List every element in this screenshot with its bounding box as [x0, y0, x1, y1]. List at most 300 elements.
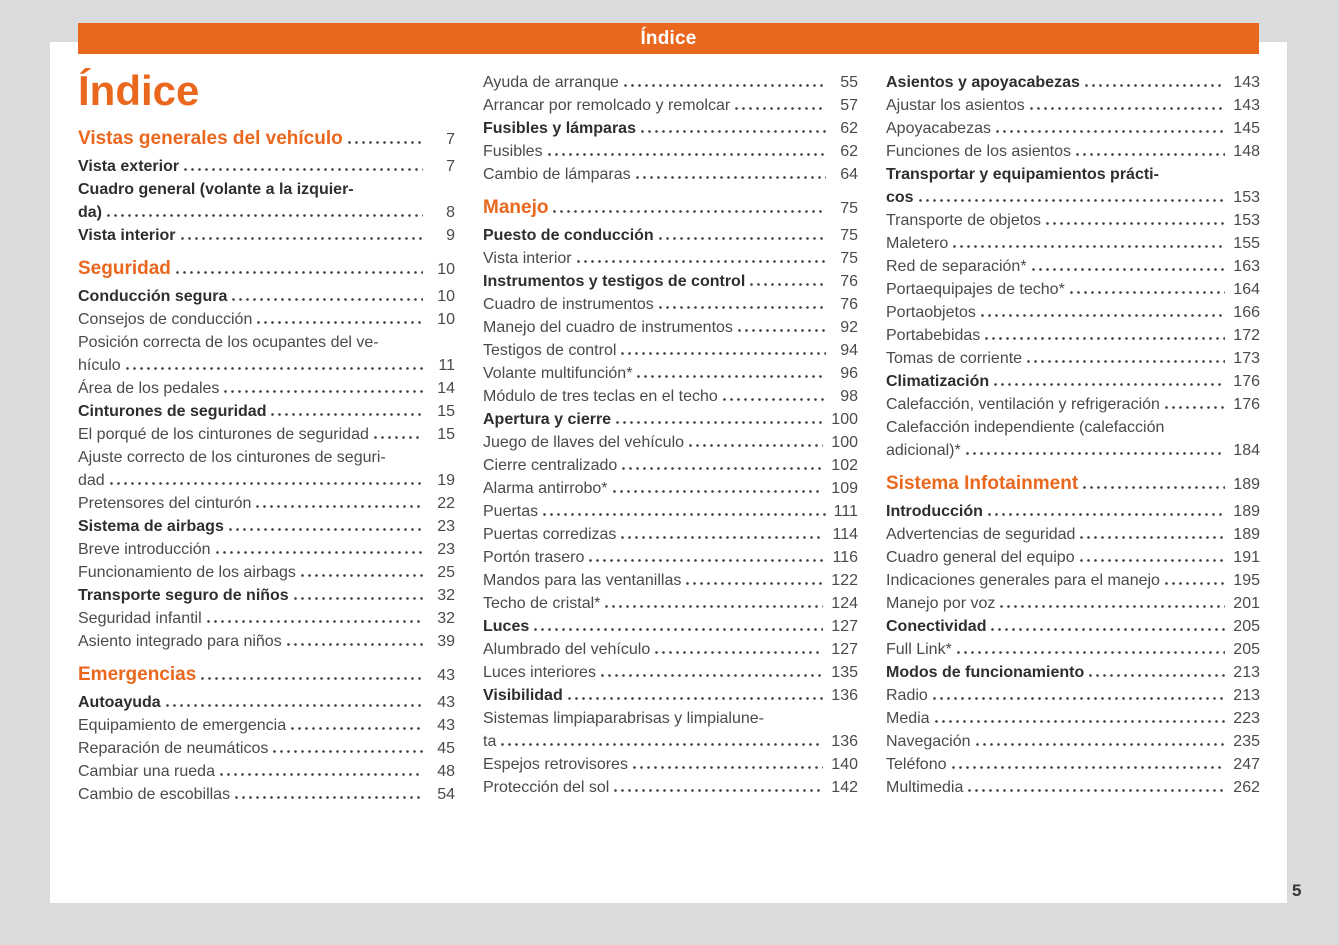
toc-entry-page: 163 [1233, 258, 1260, 275]
toc-entry-label: Cambiar una rueda [78, 763, 215, 780]
toc-entry [886, 209, 1260, 232]
dot-leader [176, 271, 423, 274]
dot-leader [1000, 605, 1225, 608]
toc-entry [483, 546, 858, 569]
toc-entry-label: Modos de funcionamiento [886, 664, 1085, 681]
toc-entry-label-line1: Calefacción independiente (calefacción [886, 419, 1165, 436]
toc-entry-page: 8 [446, 204, 455, 221]
toc-entry-label: da) [78, 204, 102, 221]
toc-entry-page: 189 [1233, 476, 1260, 493]
toc-entry-page: 109 [831, 480, 858, 497]
toc-column-1 [78, 126, 455, 806]
toc-entry-label: Alumbrado del vehículo [483, 641, 651, 658]
toc-entry [483, 500, 858, 523]
toc-entry-page: 100 [831, 411, 858, 428]
header-banner-title: Índice [640, 27, 697, 49]
toc-entry-label: Introducción [886, 503, 983, 520]
toc-entry-label: Seguridad infantil [78, 610, 202, 627]
toc-entry-label: Transporte de objetos [886, 212, 1042, 229]
toc-entry-label: Sistema Infotainment [886, 473, 1079, 494]
toc-entry-label: cos [886, 189, 914, 206]
dot-leader [216, 551, 423, 554]
toc-entry-label: dad [78, 472, 105, 489]
dot-leader [235, 796, 423, 799]
dot-leader [207, 620, 423, 623]
toc-entry [78, 515, 455, 538]
toc-column-2 [483, 71, 858, 799]
toc-entry-label-line1: Posición correcta de los ocupantes del ve- [78, 334, 379, 351]
toc-entry [483, 339, 858, 362]
toc-entry-label: Maletero [886, 235, 949, 252]
toc-entry [78, 155, 455, 178]
toc-entry-page: 96 [840, 365, 858, 382]
toc-entry-page: 23 [437, 541, 455, 558]
toc-entry-label: El porqué de los cinturones de seguridad [78, 426, 369, 443]
dot-leader [994, 383, 1225, 386]
dot-leader [553, 210, 826, 213]
toc-entry [78, 538, 455, 561]
toc-entry-page: 189 [1233, 503, 1260, 520]
toc-entry-label: Apoyacabezas [886, 120, 991, 137]
toc-entry [483, 163, 858, 186]
toc-entry-page: 140 [831, 756, 858, 773]
dot-leader [201, 677, 423, 680]
toc-entry [483, 270, 858, 293]
dot-leader [181, 237, 423, 240]
toc-entry-label: Autoayuda [78, 694, 161, 711]
toc-entry [78, 584, 455, 607]
dot-leader [1165, 406, 1225, 409]
toc-entry [886, 546, 1260, 569]
toc-entry-label: Red de separación* [886, 258, 1027, 275]
toc-entry-label: Indicaciones generales para el manejo [886, 572, 1160, 589]
dot-leader [1083, 486, 1225, 489]
toc-entry-label: Testigos de control [483, 342, 617, 359]
dot-leader [622, 467, 823, 470]
toc-entry-page: 124 [831, 595, 858, 612]
dot-leader [655, 651, 823, 654]
toc-entry-page: 25 [437, 564, 455, 581]
dot-leader [257, 321, 423, 324]
toc-entry-page: 213 [1233, 664, 1260, 681]
toc-entry-label: Climatización [886, 373, 990, 390]
toc-entry [483, 477, 858, 500]
toc-entry-label: Breve introducción [78, 541, 211, 558]
toc-entry-label: Cuadro de instrumentos [483, 296, 654, 313]
toc-entry [483, 117, 858, 140]
toc-entry-label-line1: Ajuste correcto de los cinturones de seguri- [78, 449, 386, 466]
toc-entry-label: Manejo por voz [886, 595, 996, 612]
toc-entry [78, 783, 455, 806]
toc-entry [78, 492, 455, 515]
dot-leader [919, 199, 1226, 202]
toc-entry-label: Vista exterior [78, 158, 180, 175]
toc-entry-page: 10 [437, 311, 455, 328]
toc-entry [78, 760, 455, 783]
toc-entry [886, 500, 1260, 523]
dot-leader [659, 306, 826, 309]
toc-entry-page: 136 [831, 733, 858, 750]
toc-entry-page: 153 [1233, 212, 1260, 229]
dot-leader [952, 766, 1226, 769]
toc-entry-page: 10 [437, 288, 455, 305]
toc-entry-page: 62 [840, 120, 858, 137]
dot-leader [232, 298, 423, 301]
toc-entry-page: 143 [1233, 97, 1260, 114]
toc-entry-label: Teléfono [886, 756, 947, 773]
dot-leader [1027, 360, 1225, 363]
toc-entry [78, 178, 455, 224]
manual-page [50, 42, 1287, 903]
toc-entry-label: Tomas de corriente [886, 350, 1023, 367]
toc-entry-label: Consejos de conducción [78, 311, 253, 328]
toc-entry-label: Módulo de tres teclas en el techo [483, 388, 718, 405]
dot-leader [184, 168, 423, 171]
toc-entry [886, 255, 1260, 278]
toc-entry-label: adicional)* [886, 442, 961, 459]
toc-entry [78, 285, 455, 308]
toc-entry-label: Portón trasero [483, 549, 585, 566]
toc-entry [483, 195, 858, 222]
toc-entry-label: Multimedia [886, 779, 964, 796]
toc-entry-page: 176 [1233, 396, 1260, 413]
toc-entry [886, 94, 1260, 117]
toc-entry-page: 22 [437, 495, 455, 512]
toc-entry-page: 55 [840, 74, 858, 91]
dot-leader [568, 697, 824, 700]
toc-entry-label: Portaobjetos [886, 304, 976, 321]
dot-leader [935, 720, 1226, 723]
toc-entry-label: Cierre centralizado [483, 457, 618, 474]
toc-entry-page: 111 [833, 503, 858, 520]
dot-leader [1085, 84, 1225, 87]
toc-entry-page: 57 [840, 97, 858, 114]
toc-entry-page: 15 [437, 403, 455, 420]
toc-entry-page: 191 [1233, 549, 1260, 566]
toc-entry [886, 753, 1260, 776]
toc-entry [886, 684, 1260, 707]
toc-entry [886, 347, 1260, 370]
toc-entry [78, 423, 455, 446]
toc-entry [483, 293, 858, 316]
toc-entry [78, 691, 455, 714]
toc-entry-page: 54 [437, 786, 455, 803]
dot-leader [534, 628, 823, 631]
toc-entry [886, 569, 1260, 592]
toc-entry-label: Techo de cristal* [483, 595, 601, 612]
toc-entry-label: Protección del sol [483, 779, 610, 796]
toc-entry-page: 15 [437, 426, 455, 443]
dot-leader [996, 130, 1225, 133]
toc-entry-label: Navegación [886, 733, 971, 750]
toc-entry-label: Puesto de conducción [483, 227, 654, 244]
dot-leader [1032, 268, 1226, 271]
toc-entry [886, 661, 1260, 684]
toc-entry-label: Conducción segura [78, 288, 228, 305]
dot-leader [991, 628, 1225, 631]
toc-entry-page: 92 [840, 319, 858, 336]
toc-entry-page: 122 [831, 572, 858, 589]
dot-leader [735, 107, 826, 110]
toc-entry [78, 256, 455, 283]
toc-entry-label: ta [483, 733, 497, 750]
toc-entry [483, 569, 858, 592]
toc-entry [78, 377, 455, 400]
dot-leader [374, 436, 423, 439]
toc-entry-label: Vista interior [78, 227, 176, 244]
dot-leader [985, 337, 1225, 340]
toc-entry [483, 684, 858, 707]
toc-entry [886, 416, 1260, 462]
toc-entry [886, 730, 1260, 753]
dot-leader [501, 743, 823, 746]
dot-leader [686, 582, 823, 585]
dot-leader [256, 505, 423, 508]
page-title: Índice [78, 67, 200, 114]
toc-entry-label: Ayuda de arranque [483, 74, 619, 91]
toc-entry-page: 94 [840, 342, 858, 359]
dot-leader [577, 260, 826, 263]
toc-entry-page: 7 [446, 158, 455, 175]
toc-entry-label: Cambio de escobillas [78, 786, 231, 803]
toc-entry-page: 10 [437, 261, 455, 278]
header-banner [78, 23, 1259, 54]
toc-entry-page: 9 [446, 227, 455, 244]
toc-entry [483, 661, 858, 684]
toc-entry-label: Portaequipajes de techo* [886, 281, 1065, 298]
toc-entry-label: Visibilidad [483, 687, 563, 704]
toc-entry [886, 163, 1260, 209]
toc-entry [886, 140, 1260, 163]
toc-entry-label: Puertas corredizas [483, 526, 617, 543]
toc-entry-label: Luces [483, 618, 530, 635]
toc-entry-page: 7 [446, 131, 455, 148]
toc-entry [483, 316, 858, 339]
toc-entry-label: Espejos retrovisores [483, 756, 628, 773]
toc-entry-page: 143 [1233, 74, 1260, 91]
toc-entry-label: Asiento integrado para niños [78, 633, 282, 650]
toc-entry [886, 370, 1260, 393]
dot-leader [271, 413, 423, 416]
toc-entry-label: Volante multifunción* [483, 365, 633, 382]
toc-entry-page: 43 [437, 694, 455, 711]
toc-entry-label: Juego de llaves del vehículo [483, 434, 685, 451]
toc-entry-label: Manejo del cuadro de instrumentos [483, 319, 733, 336]
toc-entry-label: Advertencias de seguridad [886, 526, 1076, 543]
toc-entry-page: 235 [1233, 733, 1260, 750]
toc-entry-page: 43 [437, 717, 455, 734]
dot-leader [641, 130, 826, 133]
toc-entry [483, 224, 858, 247]
toc-entry [78, 714, 455, 737]
toc-entry-page: 145 [1233, 120, 1260, 137]
toc-entry [483, 362, 858, 385]
toc-entry-page: 100 [831, 434, 858, 451]
toc-entry-label: Funciones de los asientos [886, 143, 1071, 160]
dot-leader [543, 513, 826, 516]
toc-entry [886, 776, 1260, 799]
dot-leader [301, 574, 423, 577]
toc-entry-page: 102 [831, 457, 858, 474]
toc-entry-label: Ajustar los asientos [886, 97, 1025, 114]
dot-leader [636, 176, 826, 179]
dot-leader [976, 743, 1226, 746]
toc-entry-page: 176 [1233, 373, 1260, 390]
toc-entry [886, 471, 1260, 498]
dot-leader [220, 773, 423, 776]
toc-entry [886, 707, 1260, 730]
dot-leader [738, 329, 826, 332]
toc-entry-page: 164 [1233, 281, 1260, 298]
toc-entry [78, 224, 455, 247]
toc-entry-page: 45 [437, 740, 455, 757]
toc-entry [483, 523, 858, 546]
toc-entry-label: Fusibles [483, 143, 543, 160]
toc-entry-page: 148 [1233, 143, 1260, 160]
toc-entry [483, 385, 858, 408]
toc-entry [78, 126, 455, 153]
toc-entry [886, 117, 1260, 140]
toc-entry [483, 247, 858, 270]
toc-entry-label: Media [886, 710, 930, 727]
toc-entry-page: 32 [437, 610, 455, 627]
toc-entry-label: Instrumentos y testigos de control [483, 273, 746, 290]
dot-leader [1046, 222, 1225, 225]
toc-entry-page: 172 [1233, 327, 1260, 344]
dot-leader [1076, 153, 1225, 156]
dot-leader [273, 750, 423, 753]
toc-entry [78, 630, 455, 653]
toc-entry-page: 11 [438, 357, 455, 374]
toc-entry [886, 324, 1260, 347]
toc-entry-page: 166 [1233, 304, 1260, 321]
dot-leader [750, 283, 826, 286]
toc-entry-page: 195 [1233, 572, 1260, 589]
dot-leader [291, 727, 423, 730]
dot-leader [621, 536, 824, 539]
toc-entry-label: Full Link* [886, 641, 952, 658]
toc-entry [483, 707, 858, 753]
toc-entry [483, 431, 858, 454]
toc-entry-label-line1: Transportar y equipamientos prácti- [886, 166, 1159, 183]
toc-entry [886, 71, 1260, 94]
dot-leader [968, 789, 1225, 792]
toc-entry-label: Apertura y cierre [483, 411, 612, 428]
toc-entry-page: 127 [831, 618, 858, 635]
toc-entry-label: Equipamiento de emergencia [78, 717, 287, 734]
dot-leader [589, 559, 824, 562]
toc-entry [78, 662, 455, 689]
toc-entry [886, 523, 1260, 546]
toc-entry [886, 232, 1260, 255]
toc-entry-label: Conectividad [886, 618, 987, 635]
toc-entry-label: Portabebidas [886, 327, 981, 344]
dot-leader [166, 704, 423, 707]
toc-entry-page: 64 [840, 166, 858, 183]
toc-entry-page: 75 [840, 250, 858, 267]
dot-leader [616, 421, 823, 424]
dot-leader [287, 643, 423, 646]
dot-leader [229, 528, 423, 531]
toc-entry-label: Radio [886, 687, 928, 704]
toc-entry-page: 155 [1233, 235, 1260, 252]
dot-leader [621, 352, 826, 355]
toc-entry-label: Vistas generales del vehículo [78, 128, 343, 149]
dot-leader [1080, 559, 1226, 562]
toc-entry-page: 247 [1233, 756, 1260, 773]
toc-entry [483, 638, 858, 661]
toc-entry-page: 76 [840, 273, 858, 290]
toc-entry [886, 615, 1260, 638]
toc-entry-page: 173 [1233, 350, 1260, 367]
dot-leader [957, 651, 1225, 654]
toc-entry-label: Puertas [483, 503, 539, 520]
toc-entry-page: 116 [832, 549, 858, 566]
toc-entry-page: 14 [437, 380, 455, 397]
toc-entry [78, 561, 455, 584]
toc-entry [483, 454, 858, 477]
toc-entry-page: 201 [1233, 595, 1260, 612]
toc-entry-label: Asientos y apoyacabezas [886, 74, 1080, 91]
toc-entry [78, 331, 455, 377]
toc-entry-label: Vista interior [483, 250, 572, 267]
dot-leader [224, 390, 423, 393]
dot-leader [613, 490, 824, 493]
dot-leader [966, 452, 1226, 455]
dot-leader [689, 444, 823, 447]
dot-leader [1030, 107, 1226, 110]
toc-entry-page: 205 [1233, 641, 1260, 658]
dot-leader [110, 482, 423, 485]
toc-entry-label: Seguridad [78, 258, 171, 279]
toc-entry-label: Fusibles y lámparas [483, 120, 636, 137]
toc-entry-page: 98 [840, 388, 858, 405]
toc-entry-label: Arrancar por remolcado y remolcar [483, 97, 731, 114]
dot-leader [953, 245, 1225, 248]
toc-entry [78, 607, 455, 630]
dot-leader [988, 513, 1225, 516]
toc-entry-page: 136 [831, 687, 858, 704]
toc-entry-page: 223 [1233, 710, 1260, 727]
dot-leader [1070, 291, 1226, 294]
toc-entry [78, 308, 455, 331]
toc-entry [886, 278, 1260, 301]
toc-entry [886, 393, 1260, 416]
toc-entry-page: 62 [840, 143, 858, 160]
toc-entry-page: 189 [1233, 526, 1260, 543]
toc-entry-page: 39 [437, 633, 455, 650]
toc-entry-label-line1: Cuadro general (volante a la izquier- [78, 181, 354, 198]
dot-leader [723, 398, 826, 401]
toc-column-3 [886, 71, 1260, 799]
toc-entry-page: 76 [840, 296, 858, 313]
toc-entry [483, 94, 858, 117]
toc-entry [78, 737, 455, 760]
toc-entry-label: Sistema de airbags [78, 518, 224, 535]
dot-leader [633, 766, 823, 769]
dot-leader [605, 605, 823, 608]
toc-entry-label: Pretensores del cinturón [78, 495, 252, 512]
toc-entry-page: 48 [437, 763, 455, 780]
dot-leader [1165, 582, 1225, 585]
toc-entry-label: Cuadro general del equipo [886, 549, 1075, 566]
toc-entry-label: Área de los pedales [78, 380, 220, 397]
toc-entry-label: hículo [78, 357, 121, 374]
dot-leader [348, 141, 423, 144]
dot-leader [548, 153, 826, 156]
toc-entry [483, 615, 858, 638]
toc-entry-page: 114 [832, 526, 858, 543]
